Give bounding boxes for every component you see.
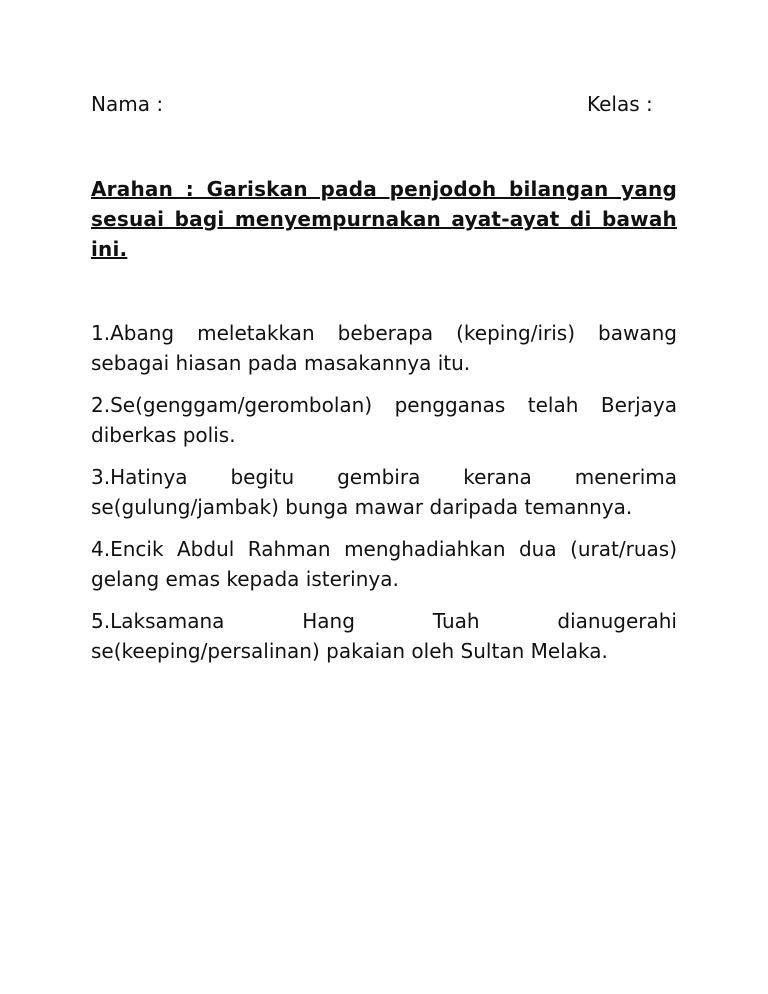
instruction-text: Arahan : Gariskan pada penjodoh bilangan yang sesuai bagi menyempurnakan ayat-ayat di bawah ini. — [91, 177, 677, 261]
question-3: 3.Hatinya begitu gembira kerana menerima se(gulung/jambak) bunga mawar daripada temannya. — [91, 465, 677, 519]
question-2: 2.Se(genggam/gerombolan) pengganas telah Berjaya diberkas polis. — [91, 393, 677, 447]
question-4: 4.Encik Abdul Rahman menghadiahkan dua (urat/ruas) gelang emas kepada isterinya. — [91, 537, 677, 591]
question-1: 1.Abang meletakkan beberapa (keping/iris) bawang sebagai hiasan pada masakannya itu. — [91, 321, 677, 375]
kelas-label: Kelas : — [587, 92, 653, 116]
question-5: 5.Laksamana Hang Tuah dianugerahi se(keeping/persalinan) pakaian oleh Sultan Melaka. — [91, 609, 677, 663]
nama-label: Nama : — [91, 92, 164, 116]
question-list — [91, 318, 677, 678]
student-info-row — [91, 90, 681, 120]
